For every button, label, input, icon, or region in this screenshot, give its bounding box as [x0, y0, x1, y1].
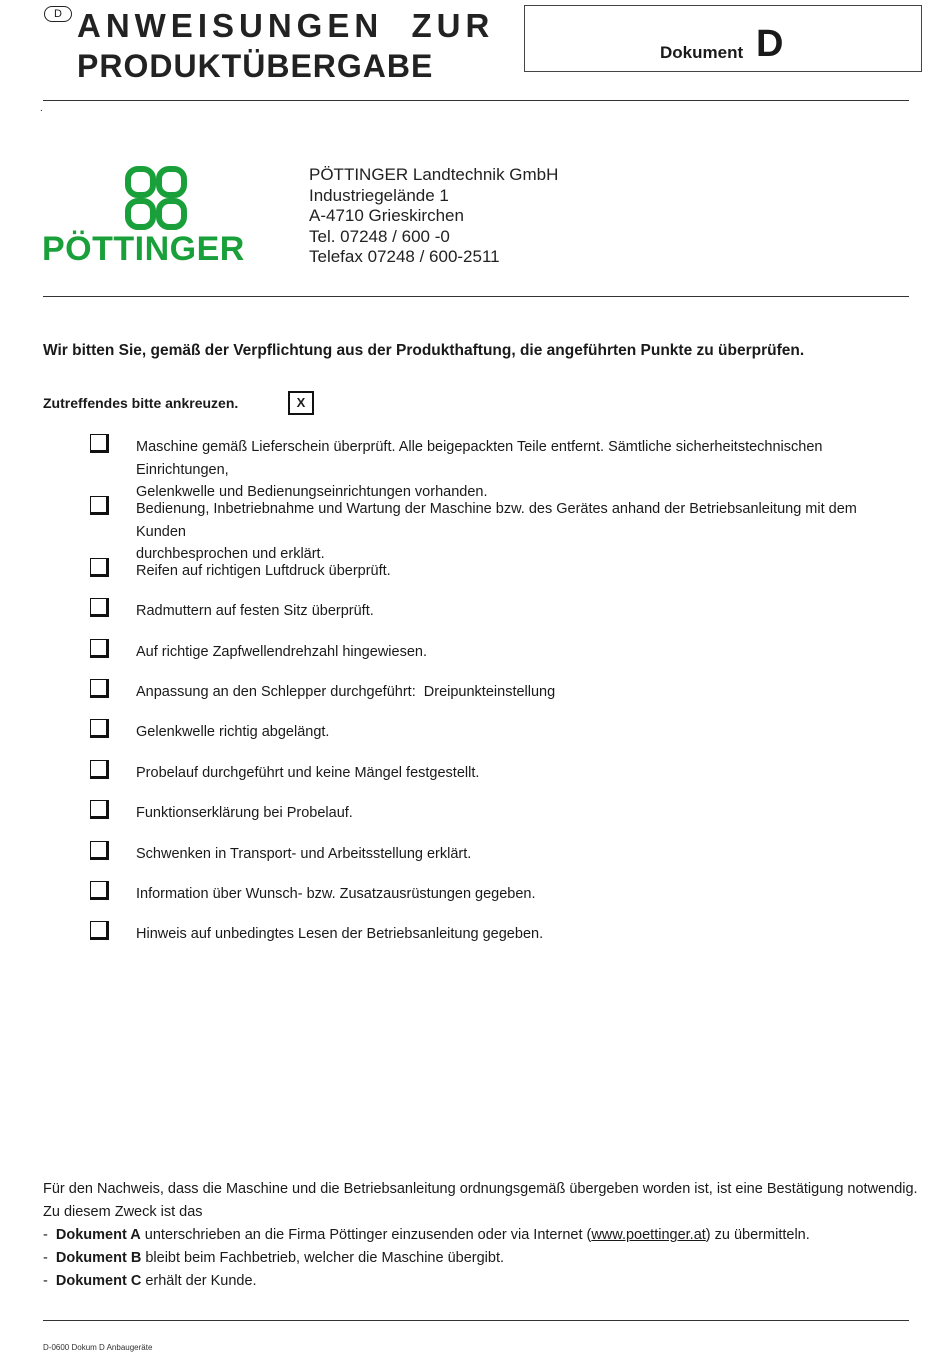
document-code: D-0600 Dokum D Anbaugeräte: [43, 1343, 153, 1352]
checkbox[interactable]: [90, 719, 109, 738]
footer-doc-a: - Dokument A unterschrieben an die Firma Pöttinger einzusenden oder via Internet (www.poettinger.at) zu übermitteln.: [43, 1227, 810, 1243]
address-city: A-4710 Grieskirchen: [309, 206, 464, 225]
checkbox[interactable]: [90, 598, 109, 617]
doc-c-label: Dokument C: [55, 1273, 142, 1289]
logo-wordmark: PÖTTINGER: [42, 230, 245, 268]
footer-notes: [43, 1178, 918, 1293]
checkbox[interactable]: [90, 841, 109, 860]
checklist-item-text: Information über Wunsch- bzw. Zusatzausrüstungen gegeben.: [136, 886, 536, 902]
checklist-item-text: Maschine gemäß Lieferschein überprüft. Alle beigepackten Teile entfernt. Sämtliche sicherheitstechnischen Einrichtungen,: [136, 439, 823, 478]
checkbox[interactable]: [90, 881, 109, 900]
document-id-box: [524, 5, 922, 72]
checklist-item-text: Schwenken in Transport- und Arbeitsstellung erklärt.: [136, 846, 472, 862]
document-title: [77, 6, 494, 86]
checklist-item-text: Radmuttern auf festen Sitz überprüft.: [136, 603, 374, 619]
checkbox[interactable]: [90, 558, 109, 577]
clover-logo-icon: [42, 165, 272, 231]
header-divider: [43, 100, 909, 101]
address-street: Industriegelände 1: [309, 185, 449, 205]
checklist-item-text-cont: durchbesprochen und erklärt.: [136, 546, 325, 562]
address-phone: Tel. 07248 / 600 -0: [309, 226, 450, 246]
checkbox[interactable]: [90, 679, 109, 698]
mark-instruction: Zutreffendes bitte ankreuzen.: [43, 395, 239, 411]
doc-b-label: Dokument B: [55, 1250, 142, 1266]
mark-example-box: X: [288, 391, 314, 415]
checklist-item-text: Funktionserklärung bei Probelauf.: [136, 805, 353, 821]
checklist-item-text: Bedienung, Inbetriebnahme und Wartung der Maschine bzw. des Gerätes anhand der Betriebsanleitung mit dem Kunden: [136, 501, 857, 540]
checkbox[interactable]: [90, 921, 109, 940]
title-line-1: ANWEISUNGEN ZUR: [77, 7, 495, 44]
checkbox[interactable]: [90, 800, 109, 819]
checklist-item-text: Gelenkwelle richtig abgelängt.: [136, 724, 330, 740]
poettinger-logo: [42, 165, 272, 267]
title-line-2: PRODUKTÜBERGABE: [77, 48, 434, 84]
checklist-item-text: Hinweis auf unbedingtes Lesen der Betriebsanleitung gegeben.: [136, 926, 544, 942]
checklist-item-text: Probelauf durchgeführt und keine Mängel festgestellt.: [136, 765, 480, 781]
checklist-item-text: Reifen auf richtigen Luftdruck überprüft.: [136, 563, 391, 579]
address-company: PÖTTINGER Landtechnik GmbH: [309, 165, 559, 184]
checkbox[interactable]: [90, 639, 109, 658]
footer-line-1: Für den Nachweis, dass die Maschine und die Betriebsanleitung ordnungsgemäß übergeben worden ist, ist eine Bestätigung notwendig.: [43, 1181, 918, 1197]
footer-doc-b: - Dokument B bleibt beim Fachbetrieb, welcher die Maschine übergibt.: [43, 1250, 505, 1266]
address-divider: [43, 296, 909, 297]
address-fax: Telefax 07248 / 600-2511: [309, 247, 500, 266]
footer-line-2: Zu diesem Zweck ist das: [43, 1204, 203, 1220]
checklist-item-text: Auf richtige Zapfwellendrehzahl hingewiesen.: [136, 644, 427, 660]
document-label: Dokument: [660, 43, 744, 62]
checkbox[interactable]: [90, 434, 109, 453]
stray-dot: .: [40, 103, 43, 114]
checklist-item-text-cont: Gelenkwelle und Bedienungseinrichtungen vorhanden.: [136, 484, 488, 500]
checklist-item-text: Anpassung an den Schlepper durchgeführt: Dreipunkteinstellung: [136, 684, 556, 700]
checkbox[interactable]: [90, 760, 109, 779]
footer-divider: [43, 1320, 909, 1321]
website-link[interactable]: www.poettinger.at: [591, 1227, 706, 1243]
intro-text: Wir bitten Sie, gemäß der Verpflichtung aus der Produkthaftung, die angeführten Punkte zu überprüfen.: [43, 342, 805, 359]
language-badge: D: [44, 6, 72, 22]
footer-doc-c: - Dokument C erhält der Kunde.: [43, 1273, 257, 1289]
doc-a-label: Dokument A: [55, 1227, 141, 1243]
checkbox[interactable]: [90, 496, 109, 515]
document-letter: D: [756, 23, 784, 65]
company-address: [309, 165, 558, 268]
